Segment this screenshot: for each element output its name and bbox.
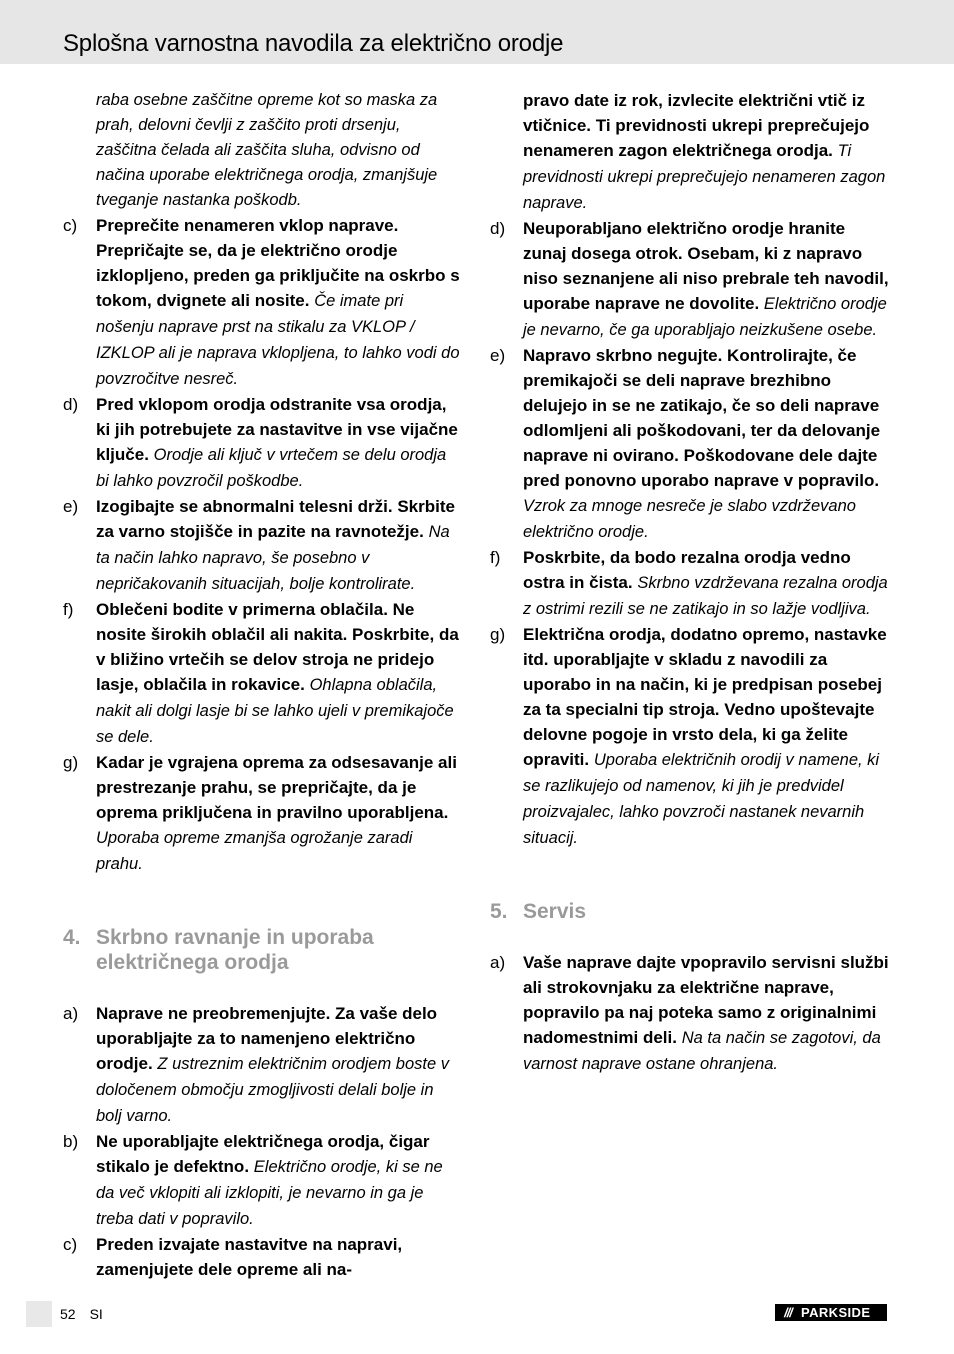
section-title: Skrbno ravnanje in uporaba električnega orodja [96, 926, 374, 974]
item-bold-text: Vaše naprave dajte vpopravilo servisni službi ali strokovnjaku za električne naprave, popravilo pa naj poteka samo z originalnimi nadomestnimi deli. [523, 953, 889, 1047]
item-bold-text: Ne uporabljajte električnega orodja, čigar stikalo je defektno. [96, 1132, 430, 1176]
continuation-text: raba osebne zaščitne opreme kot so maska za prah, delovni čevlji z zaščito proti drsenju, zaščitna čelada ali zaščita sluha, odvisno od načina uporabe električnega orodja, zmanjšuje tveganje nastanka poškodb. [96, 91, 438, 209]
item-label: c) [63, 216, 78, 235]
item-italic-text: Skrbno vzdrževana rezalna orodja z ostrimi rezili se ne zatikajo in so lažje vodljiva. [523, 574, 888, 618]
item-bold-text: Naprave ne preobremenjujte. Za vaše delo uporabljajte za to namenjeno električno orodje. [96, 1004, 438, 1073]
list-item [63, 213, 463, 392]
continuation-italic-text: Ti previdnosti ukrepi preprečujejo nenameren zagon naprave. [523, 142, 886, 212]
language-code: SI [89, 1306, 103, 1322]
item-bold-text: Napravo skrbno negujte. Kontrolirajte, če premikajoči se deli naprave brezhibno delujejo in se ne zatikajo, če so deli naprave odlomljeni ali poškodovani, ter da delovanje naprave ni ovirano. Poškodovane dele dajte pred ponovno uporabo naprave v popravilo. [523, 346, 881, 490]
list-item [490, 343, 892, 545]
item-bold-text: Kadar je vgrajena oprema za odsesavanje ali prestrezanje prahu, se prepričajte, da je oprema priključena in pravilno uporabljena. [96, 753, 457, 822]
section-heading [490, 899, 892, 924]
item-label: f) [490, 548, 501, 567]
item-italic-text: Na ta način lahko napravo, še posebno v nepričakovanih situacijah, bolje kontrolirate. [96, 523, 450, 593]
list-item [63, 750, 463, 877]
page-number: 52 [60, 1306, 76, 1322]
footer-marker [26, 1301, 52, 1327]
item-bold-text: Neuporabljano električno orodje hranite zunaj dosega otrok. Osebam, ki z napravo niso seznanjene ali niso prebrale teh navodil, uporabe naprave ne dovolite. [523, 219, 889, 313]
logo-brand-text: PARKSIDE [801, 1305, 871, 1320]
item-label: a) [490, 953, 506, 972]
item-label: g) [63, 753, 79, 772]
item-label: c) [63, 1235, 78, 1254]
item-italic-text: Uporaba opreme zmanjša ogrožanje zaradi prahu. [96, 829, 413, 873]
item-italic-text: Na ta način se zagotovi, da varnost naprave ostane ohranjena. [523, 1029, 881, 1073]
left-column [63, 88, 463, 1282]
list-item [490, 950, 892, 1077]
list-item [490, 622, 892, 851]
item-label: e) [490, 346, 506, 365]
parkside-logo [775, 1304, 887, 1321]
item-italic-text: Uporaba električnih orodij v namene, ki se razlikujejo od namenov, ki jih je predvidel proizvajalec, lahko povzroči nastanek nevarnih situacij. [523, 751, 880, 847]
section-number: 4. [63, 926, 81, 949]
continuation-text [490, 88, 892, 216]
item-italic-text: Orodje ali ključ v vrtečem se delu orodja bi lahko povzročil poškodbe. [96, 446, 447, 490]
item-italic-text: Električno orodje je nevarno, če ga uporabljajo neizkušene osebe. [523, 295, 887, 339]
list-item [63, 1232, 463, 1282]
logo-slashes-icon: /// [784, 1305, 792, 1320]
item-italic-text: Z ustreznim električnim orodjem boste v določenem območju zmogljivosti delali bolje in bolj varno. [96, 1055, 450, 1125]
item-bold-text: Izogibajte se abnormalni telesni drži. Skrbite za varno stojišče in pazite na ravnotežje. [96, 497, 455, 541]
item-bold-text: Preprečite nenameren vklop naprave. Prepričajte se, da je električno orodje izklopljeno, preden ga priključite na oskrbo s tokom, dvignete ali nosite. [96, 216, 460, 310]
item-bold-text: Poskrbite, da bodo rezalna orodja vedno ostra in čista. [523, 548, 851, 592]
page-title: Splošna varnostna navodila za električno orodje [63, 30, 564, 57]
item-label: a) [63, 1004, 79, 1023]
item-bold-text: Oblečeni bodite v primerna oblačila. Ne nosite širokih oblačil ali nakita. Poskrbite, da v bližino vrtečih se delov stroja ne pridejo lasje, oblačila in rokavice. [96, 600, 459, 694]
list-item [490, 545, 892, 622]
item-italic-text: Električno orodje, ki se ne da več vklopiti ali izklopiti, je nevarno in ga je treba dati v popravilo. [96, 1158, 443, 1228]
item-label: b) [63, 1132, 79, 1151]
item-label: g) [490, 625, 506, 644]
section-number: 5. [490, 900, 508, 923]
list-item [63, 597, 463, 750]
section-title: Servis [523, 900, 587, 923]
right-column [490, 88, 892, 1077]
list-item [63, 494, 463, 597]
footer [60, 1304, 103, 1324]
list-item [63, 1001, 463, 1129]
item-italic-text: Vzrok za mnoge nesreče je slabo vzdrževano električno orodje. [523, 497, 856, 541]
item-label: d) [63, 395, 79, 414]
item-italic-text: Če imate pri nošenju naprave prst na stikalu za VKLOP / IZKLOP ali je naprava vklopljena, to lahko vodi do povzročitve nesreč. [96, 292, 460, 388]
item-bold-text: Pred vklopom orodja odstranite vsa orodja, ki jih potrebujete za nastavitve in vse vijačne ključe. [96, 395, 458, 464]
item-label: f) [63, 600, 74, 619]
item-italic-text: Ohlapna oblačila, nakit ali dolgi lasje bi se lahko ujeli v premikajoče se dele. [96, 676, 454, 746]
list-item [63, 392, 463, 494]
item-label: d) [490, 219, 506, 238]
continuation-bold-text: pravo date iz rok, izvlecite električni vtič iz vtičnice. Ti previdnosti ukrepi preprečujejo nenameren zagon električnega orodja. [523, 91, 870, 160]
item-label: e) [63, 497, 79, 516]
list-item [490, 216, 892, 343]
item-bold-text: Električna orodja, dodatno opremo, nastavke itd. uporabljajte v skladu z navodili za uporabo in na način, ki je predpisan posebej za ta specialni tip stroja. Vedno upoštevajte delovne pogoje in vrsto dela, ki ga želite opraviti. [523, 625, 887, 769]
section-heading [63, 925, 463, 975]
list-item [63, 1129, 463, 1232]
item-bold-text: Preden izvajate nastavitve na napravi, zamenjujete dele opreme ali na- [96, 1235, 403, 1279]
